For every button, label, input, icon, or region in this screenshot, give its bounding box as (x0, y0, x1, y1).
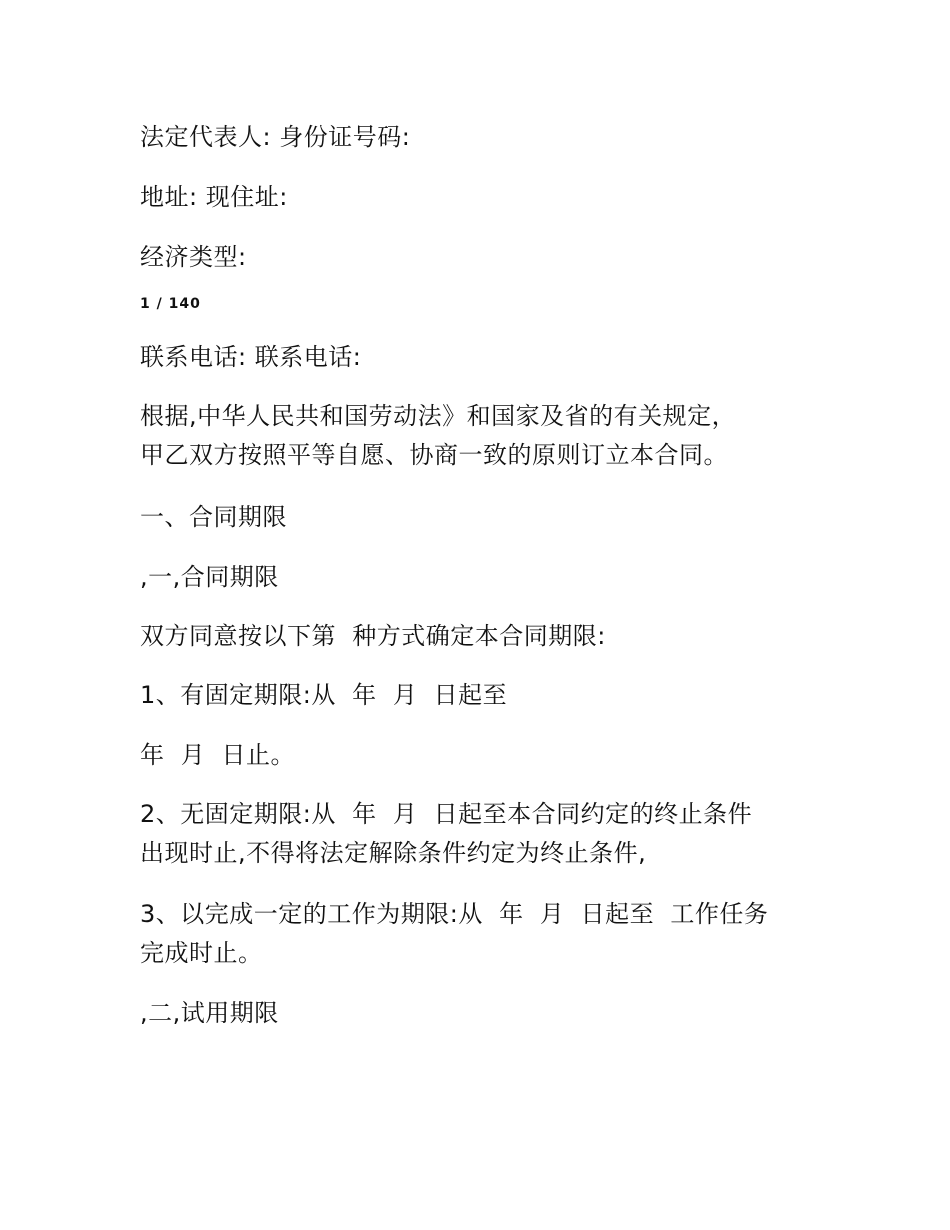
phone-line: 联系电话: 联系电话: (140, 343, 362, 371)
task-term-line-1: 3、以完成一定的工作为期限:从 年 月 日起至 工作任务 (140, 900, 769, 928)
subsection-heading-contract-term: ,一,合同期限 (140, 563, 279, 591)
fixed-term-line: 1、有固定期限:从 年 月 日起至 (140, 681, 508, 709)
open-term-line-2: 出现时止,不得将法定解除条件约定为终止条件, (140, 839, 647, 867)
preamble-line-2: 甲乙双方按照平等自愿、协商一致的原则订立本合同。 (140, 441, 728, 469)
subsection-heading-probation: ,二,试用期限 (140, 999, 279, 1027)
open-term-line-1: 2、无固定期限:从 年 月 日起至本合同约定的终止条件 (140, 800, 753, 828)
task-term-line-2: 完成时止。 (140, 939, 263, 967)
address-line: 地址: 现住址: (140, 183, 288, 211)
section-heading-contract-term: 一、合同期限 (140, 503, 287, 531)
term-method-line: 双方同意按以下第 种方式确定本合同期限: (140, 622, 606, 650)
economic-type-line: 经济类型: (140, 243, 247, 271)
preamble-line-1: 根据,中华人民共和国劳动法》和国家及省的有关规定， (140, 402, 737, 430)
legal-representative-line: 法定代表人: 身份证号码: (140, 123, 411, 151)
fixed-term-end-line: 年 月 日止。 (140, 741, 296, 769)
page-number: 1 / 140 (140, 296, 201, 312)
